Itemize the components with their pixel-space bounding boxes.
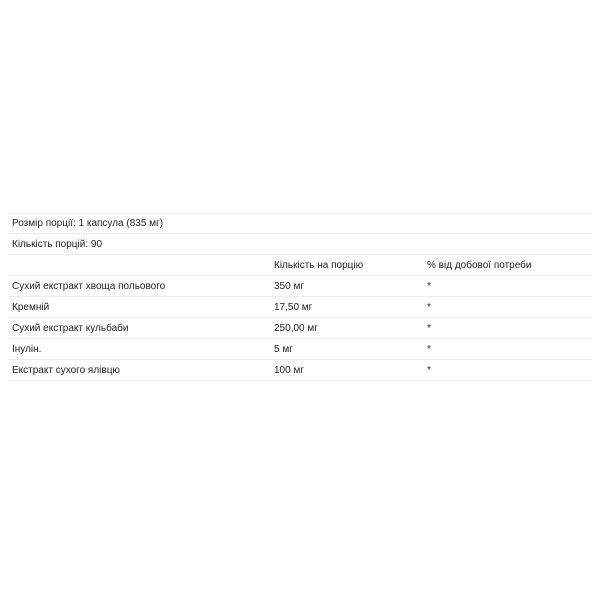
- serving-size: Розмір порції: 1 капсула (835 мг): [12, 218, 164, 229]
- ingredient-name: Кремній: [12, 301, 50, 313]
- ingredient-daily-value: *: [427, 322, 431, 334]
- serving-count-row: [8, 234, 592, 255]
- table-header-row: [8, 255, 592, 276]
- ingredient-name: Сухий екстракт хвоща польового: [12, 280, 166, 292]
- ingredient-name: Інулін.: [12, 343, 42, 355]
- table-row: [8, 297, 592, 318]
- table-row: [8, 276, 592, 297]
- header-daily-value: % від добової потреби: [427, 259, 532, 271]
- ingredient-amount: 5 мг: [274, 343, 293, 355]
- ingredient-amount: 250,00 мг: [274, 322, 318, 334]
- ingredient-name: Екстракт сухого ялівцю: [12, 364, 120, 376]
- table-row: [8, 360, 592, 381]
- ingredient-daily-value: *: [427, 364, 431, 376]
- ingredient-amount: 350 мг: [274, 280, 304, 292]
- table-row: [8, 318, 592, 339]
- ingredient-amount: 17,50 мг: [274, 301, 313, 313]
- serving-count: Кількість порцій: 90: [12, 238, 103, 250]
- ingredient-daily-value: *: [427, 280, 431, 292]
- ingredient-amount: 100 мг: [274, 364, 304, 376]
- table-row: [8, 339, 592, 360]
- header-amount: Кількість на порцію: [274, 259, 364, 271]
- supplement-facts-table: [8, 213, 592, 381]
- serving-size-row: [8, 213, 592, 234]
- ingredient-daily-value: *: [427, 301, 431, 313]
- ingredient-name: Сухий екстракт кульбаби: [12, 322, 129, 334]
- ingredient-daily-value: *: [427, 343, 431, 355]
